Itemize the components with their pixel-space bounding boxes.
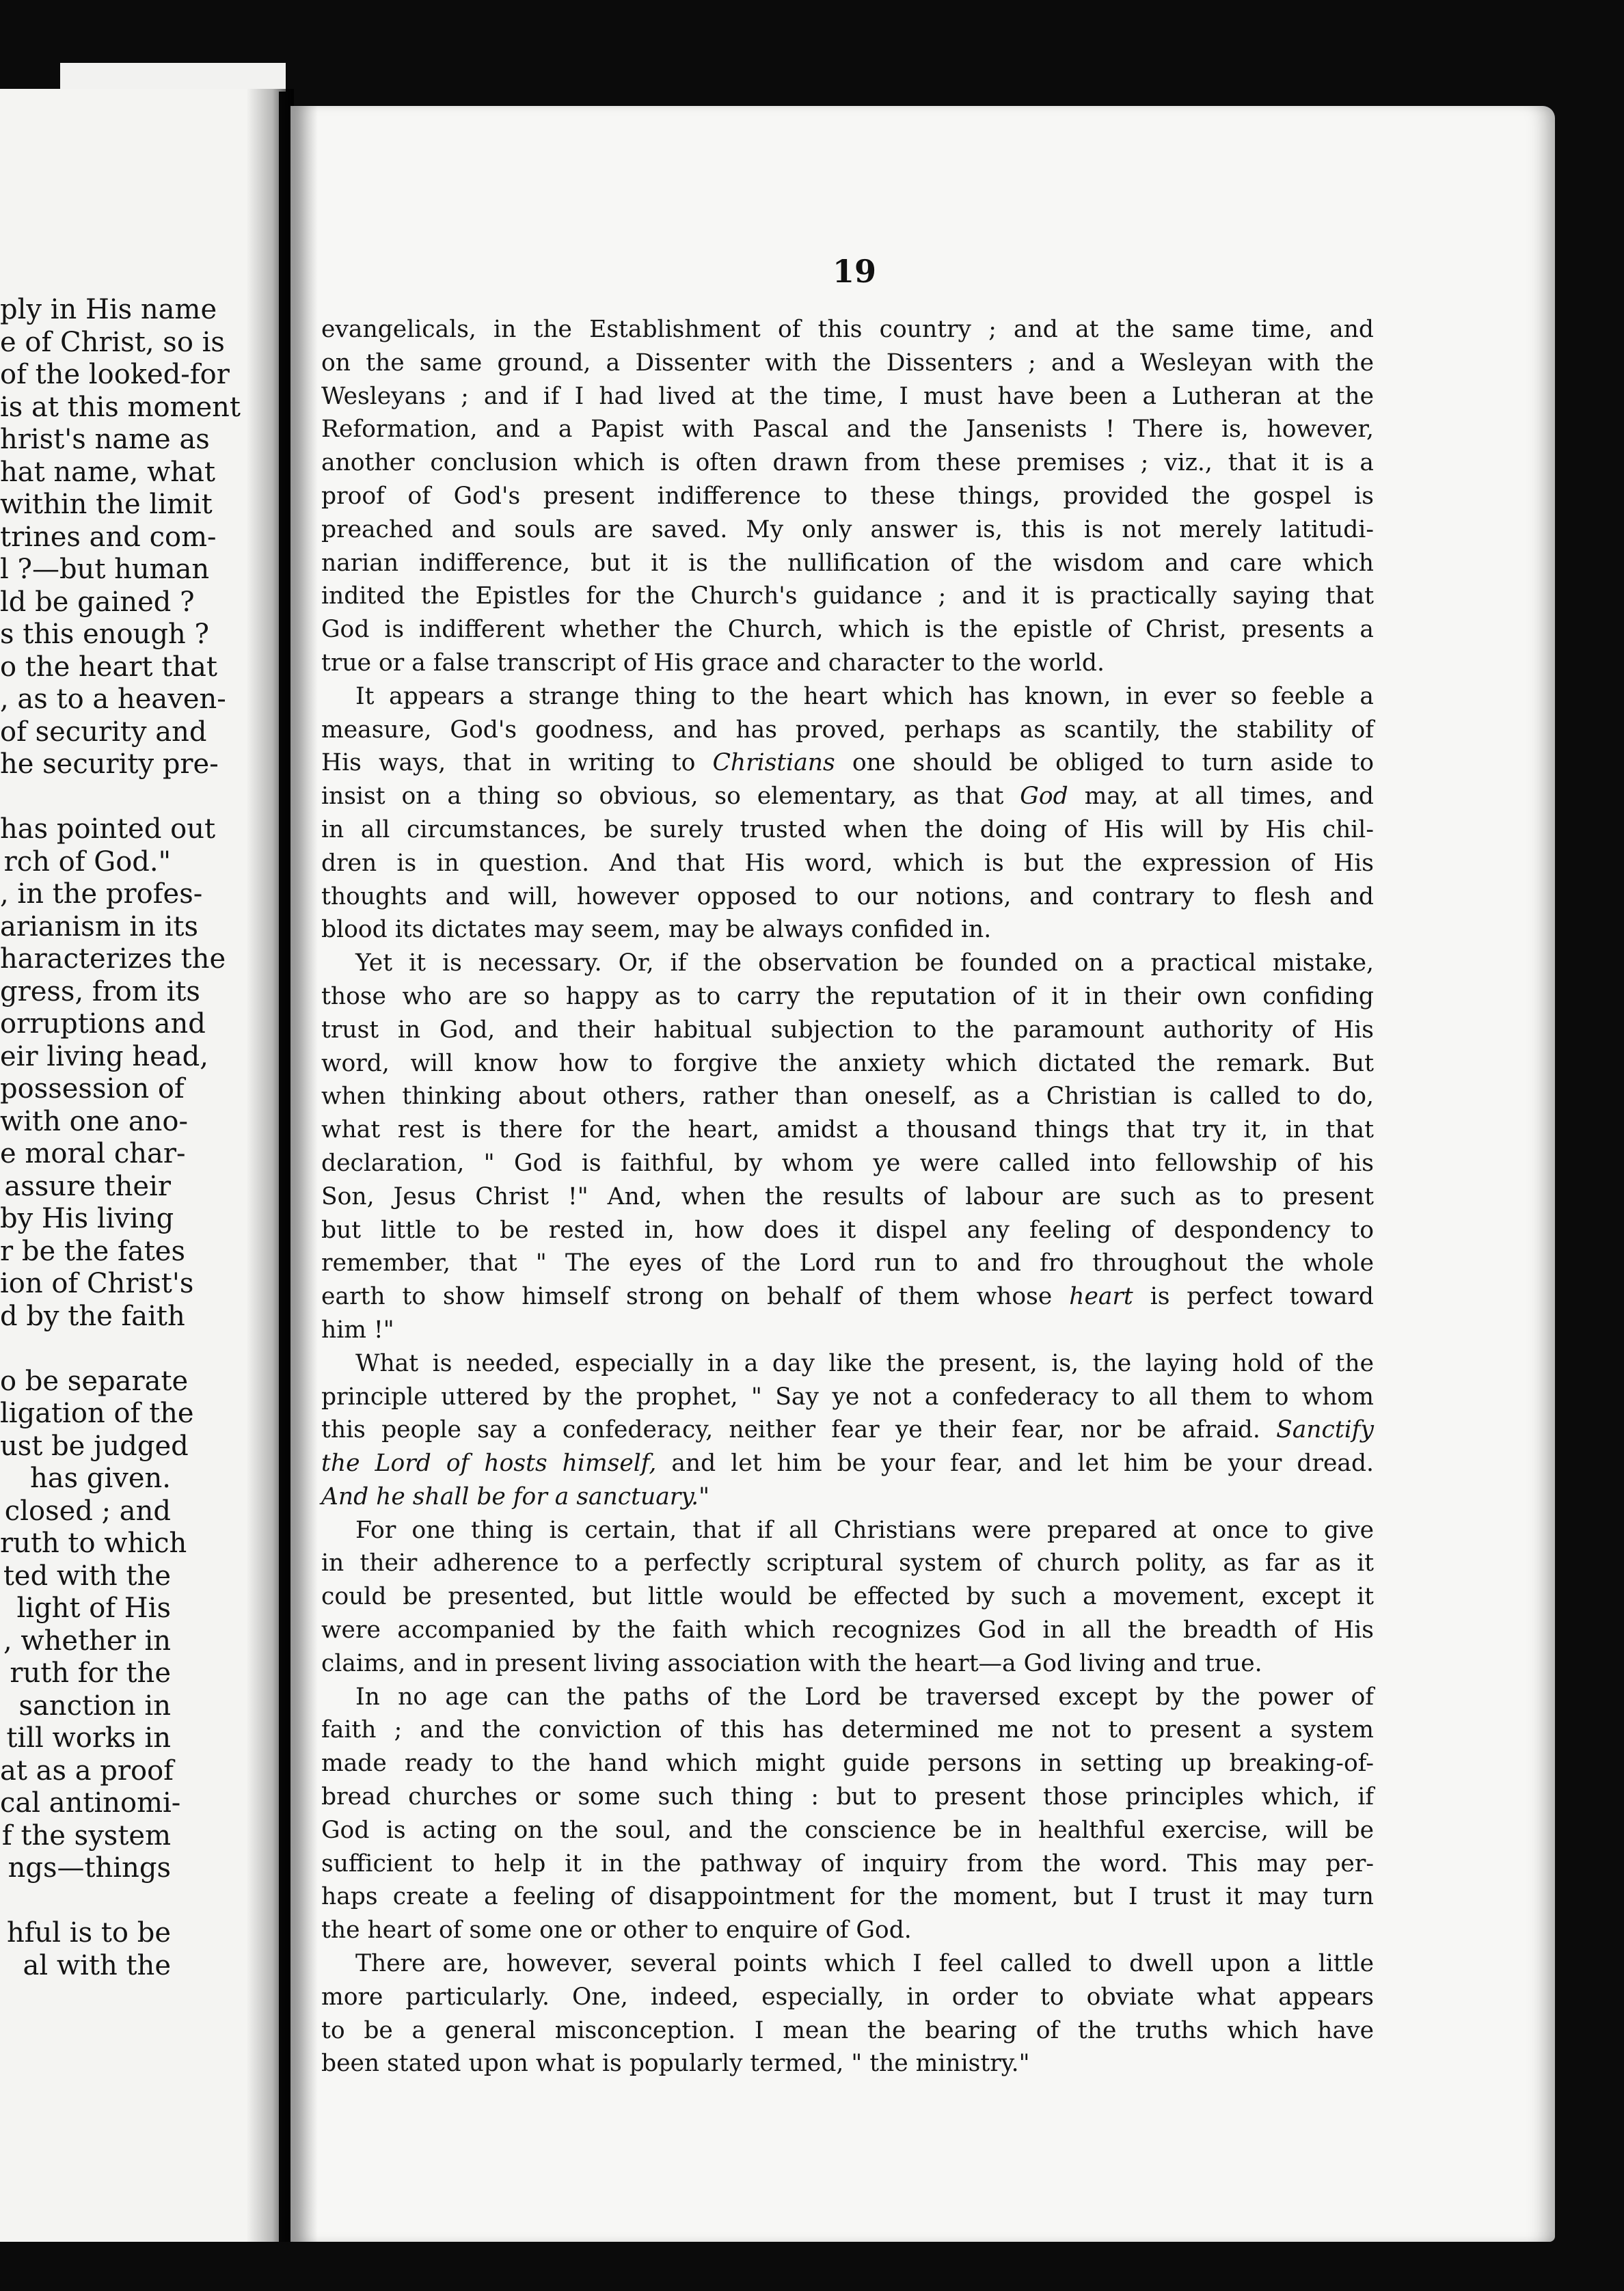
text-line: evangelicals, in the Establishment of this country ; and at the same time, and [321,316,1374,343]
text-line: in all circumstances, be surely trusted when the doing of His will by His chil- [321,815,1374,843]
previous-page [0,89,279,2242]
paragraph [321,1947,1374,2080]
text-line: There are, however, several points which I feel called to dwell upon a little [355,1950,1374,1978]
text-line: been stated upon what is popularly termed, " the ministry." [321,2050,1030,2078]
previous-page-line: cal antinomi- [0,1787,181,1819]
text-line: remember, that " The eyes of the Lord run to and fro throughout the whole [321,1249,1374,1277]
previous-page-line: has pointed out [0,813,216,845]
previous-page-line: within the limit [0,489,213,520]
text-line: Yet it is necessary. Or, if the observation be founded on a practical mistake, [355,949,1374,977]
text-line: more particularly. One, indeed, especially, in order to obviate what appears [321,1983,1374,2011]
previous-page-line: r be the fates [0,1235,185,1267]
previous-page-line: d by the faith [0,1300,185,1332]
text-line: God is acting on the soul, and the conscience be in healthful exercise, will be [321,1816,1374,1844]
previous-page-line: ligation of the [0,1398,194,1429]
previous-page-line: light of His [16,1592,171,1624]
text-line: preached and souls are saved. My only answer is, this is not merely latitudi- [321,515,1374,543]
text-line: And he shall be for a sanctuary." [321,1482,710,1510]
previous-page-line: arianism in its [0,910,198,943]
text-line: blood its dictates may seem, may be always confided in. [321,916,992,944]
previous-page-line: hat name, what [0,456,215,488]
previous-page-line: eir living head, [0,1040,208,1072]
previous-page-line: f the system [1,1819,171,1852]
previous-page-line: haracterizes the [0,943,226,975]
previous-page-line: he security pre- [0,748,219,780]
previous-page-line: with one ano- [0,1105,189,1137]
text-line: what rest is there for the heart, amidst a thousand things that try it, in that [321,1116,1374,1144]
previous-page-line: possession of [0,1073,185,1104]
text-line: proof of God's present indifference to these things, provided the gospel is [321,482,1374,510]
page-number: 19 [832,253,876,290]
previous-page-line: till works in [6,1722,171,1754]
previous-page-line: has given. [30,1463,171,1494]
previous-page-line: ted with the [3,1560,171,1592]
previous-page-line: is at this moment [0,391,241,423]
previous-page-line: o be separate [0,1365,189,1397]
text-line: earth to show himself strong on behalf of them whose heart is perfect toward [321,1283,1374,1311]
previous-page-text [0,294,241,1982]
paragraph [321,1514,1374,1681]
text-line: What is needed, especially in a day like the present, is, the laying hold of the [355,1349,1374,1377]
previous-page-line: of security and [0,716,207,748]
previous-page-line: s this enough ? [0,619,209,650]
text-line: Reformation, and a Papist with Pascal and the Jansenists ! There is, however, [321,416,1374,444]
text-line: It appears a strange thing to the heart which has known, in ever so feeble a [355,682,1374,710]
text-line: to be a general misconception. I mean the bearing of the truths which have [321,2016,1374,2044]
previous-page-line: ngs—things [8,1852,171,1884]
previous-page-line: at as a proof [0,1754,174,1787]
text-line: declaration, " God is faithful, by whom ye were called into fellowship of his [321,1149,1374,1177]
paragraph [321,1681,1374,1947]
text-line: Son, Jesus Christ !" And, when the results of labour are such as to present [321,1182,1374,1210]
text-line: this people say a confederacy, neither fear ye their fear, nor be afraid. Sanctify [321,1416,1374,1444]
text-line: those who are so happy as to carry the reputation of it in their own confiding [321,982,1374,1010]
previous-page-line: assure their [4,1170,171,1202]
text-line: narian indifference, but it is the nullification of the wisdom and care which [321,549,1374,577]
previous-page-line: e moral char- [0,1138,186,1169]
previous-page-line: , as to a heaven- [0,683,226,715]
previous-page-line: al with the [23,1949,171,1981]
text-line: the heart of some one or other to enquire of God. [321,1916,912,1944]
text-line: measure, God's goodness, and has proved, perhaps as scantily, the stability of [321,716,1374,744]
text-line: could be presented, but little would be effected by such a movement, except it [321,1583,1374,1611]
text-line: In no age can the paths of the Lord be traversed except by the power of [355,1683,1374,1711]
previous-page-line: hful is to be [6,1917,171,1949]
previous-page-line: by His living [0,1203,174,1234]
previous-page-line: rch of God." [3,845,171,878]
previous-page-line: e of Christ, so is [0,326,225,358]
previous-page-line: ion of Christ's [0,1268,194,1299]
text-line: God is indifferent whether the Church, which is the epistle of Christ, presents a [321,616,1374,644]
paragraph [321,947,1374,1347]
previous-page-line: ust be judged [0,1430,189,1462]
previous-page-line: ruth to which [0,1528,187,1559]
text-line: haps create a feeling of disappointment for the moment, but I trust it may turn [321,1883,1374,1911]
previous-page-line: , in the profes- [0,878,203,910]
gutter-shadow [290,106,318,2242]
text-line: dren is in question. And that His word, which is but the expression of His [321,849,1374,877]
previous-page-line: , whether in [3,1625,171,1657]
text-line: bread churches or some such thing : but to present those principles which, if [321,1783,1374,1811]
text-line: sufficient to help it in the pathway of inquiry from the word. This may per- [321,1849,1374,1877]
text-line: another conclusion which is often drawn from these premises ; viz., that it is a [321,449,1374,477]
previous-page-line: sanction in [18,1690,171,1722]
text-line: claims, and in present living association with the heart—a God living and true. [321,1649,1262,1677]
text-line: faith ; and the conviction of this has determined me not to present a system [321,1716,1374,1744]
text-line: the Lord of hosts himself, and let him be your fear, and let him be your dread. [321,1450,1374,1478]
text-line: made ready to the hand which might guide persons in setting up breaking-of- [321,1750,1374,1778]
paragraph [321,680,1374,947]
previous-page-line: of the looked-for [0,359,230,390]
text-line: indited the Epistles for the Church's guidance ; and it is practically saying that [321,582,1374,610]
text-line: Wesleyans ; and if I had lived at the time, I must have been a Lutheran at the [321,382,1374,410]
text-line: on the same ground, a Dissenter with the Dissenters ; and a Wesleyan with the [321,349,1374,377]
previous-page-line: ruth for the [10,1657,171,1689]
previous-page-line [0,1333,171,1366]
previous-page-line: ld be gained ? [0,586,195,618]
previous-page-line: ply in His name [0,294,217,325]
text-line: principle uttered by the prophet, " Say ye not a confederacy to all them to whom [321,1383,1374,1411]
text-line: true or a false transcript of His grace and character to the world. [321,649,1105,677]
previous-page-line: closed ; and [4,1495,171,1527]
page-body-text [321,313,1374,2080]
previous-page-line: hrist's name as [0,424,210,455]
paragraph [321,1347,1374,1514]
text-line: His ways, that in writing to Christians one should be obliged to turn aside to [321,749,1374,777]
paragraph [321,313,1374,680]
page-fold-shadow [246,89,294,2242]
text-line: word, will know how to forgive the anxiety which dictated the remark. But [321,1049,1374,1077]
previous-page-line: gress, from its [0,975,200,1007]
text-line: thoughts and will, however opposed to our notions, and contrary to flesh and [321,882,1374,910]
previous-page-line [0,781,171,814]
text-line: For one thing is certain, that if all Christians were prepared at once to give [355,1516,1374,1544]
text-line: insist on a thing so obvious, so elementary, as that God may, at all times, and [321,783,1374,811]
previous-page-line [0,1885,171,1918]
text-line: in their adherence to a perfectly scriptural system of church polity, as far as it [321,1549,1374,1577]
text-line: when thinking about others, rather than oneself, as a Christian is called to do, [321,1083,1374,1111]
text-line: trust in God, and their habitual subjection to the paramount authority of His [321,1016,1374,1044]
page-tab [60,63,286,92]
text-line: were accompanied by the faith which recognizes God in all the breadth of His [321,1616,1374,1644]
previous-page-line: o the heart that [0,651,217,683]
text-line: him !" [321,1316,394,1344]
previous-page-line: l ?—but human [0,554,210,585]
text-line: but little to be rested in, how does it dispel any feeling of despondency to [321,1216,1374,1244]
previous-page-line: trines and com- [0,521,217,553]
previous-page-line: orruptions and [0,1008,206,1040]
